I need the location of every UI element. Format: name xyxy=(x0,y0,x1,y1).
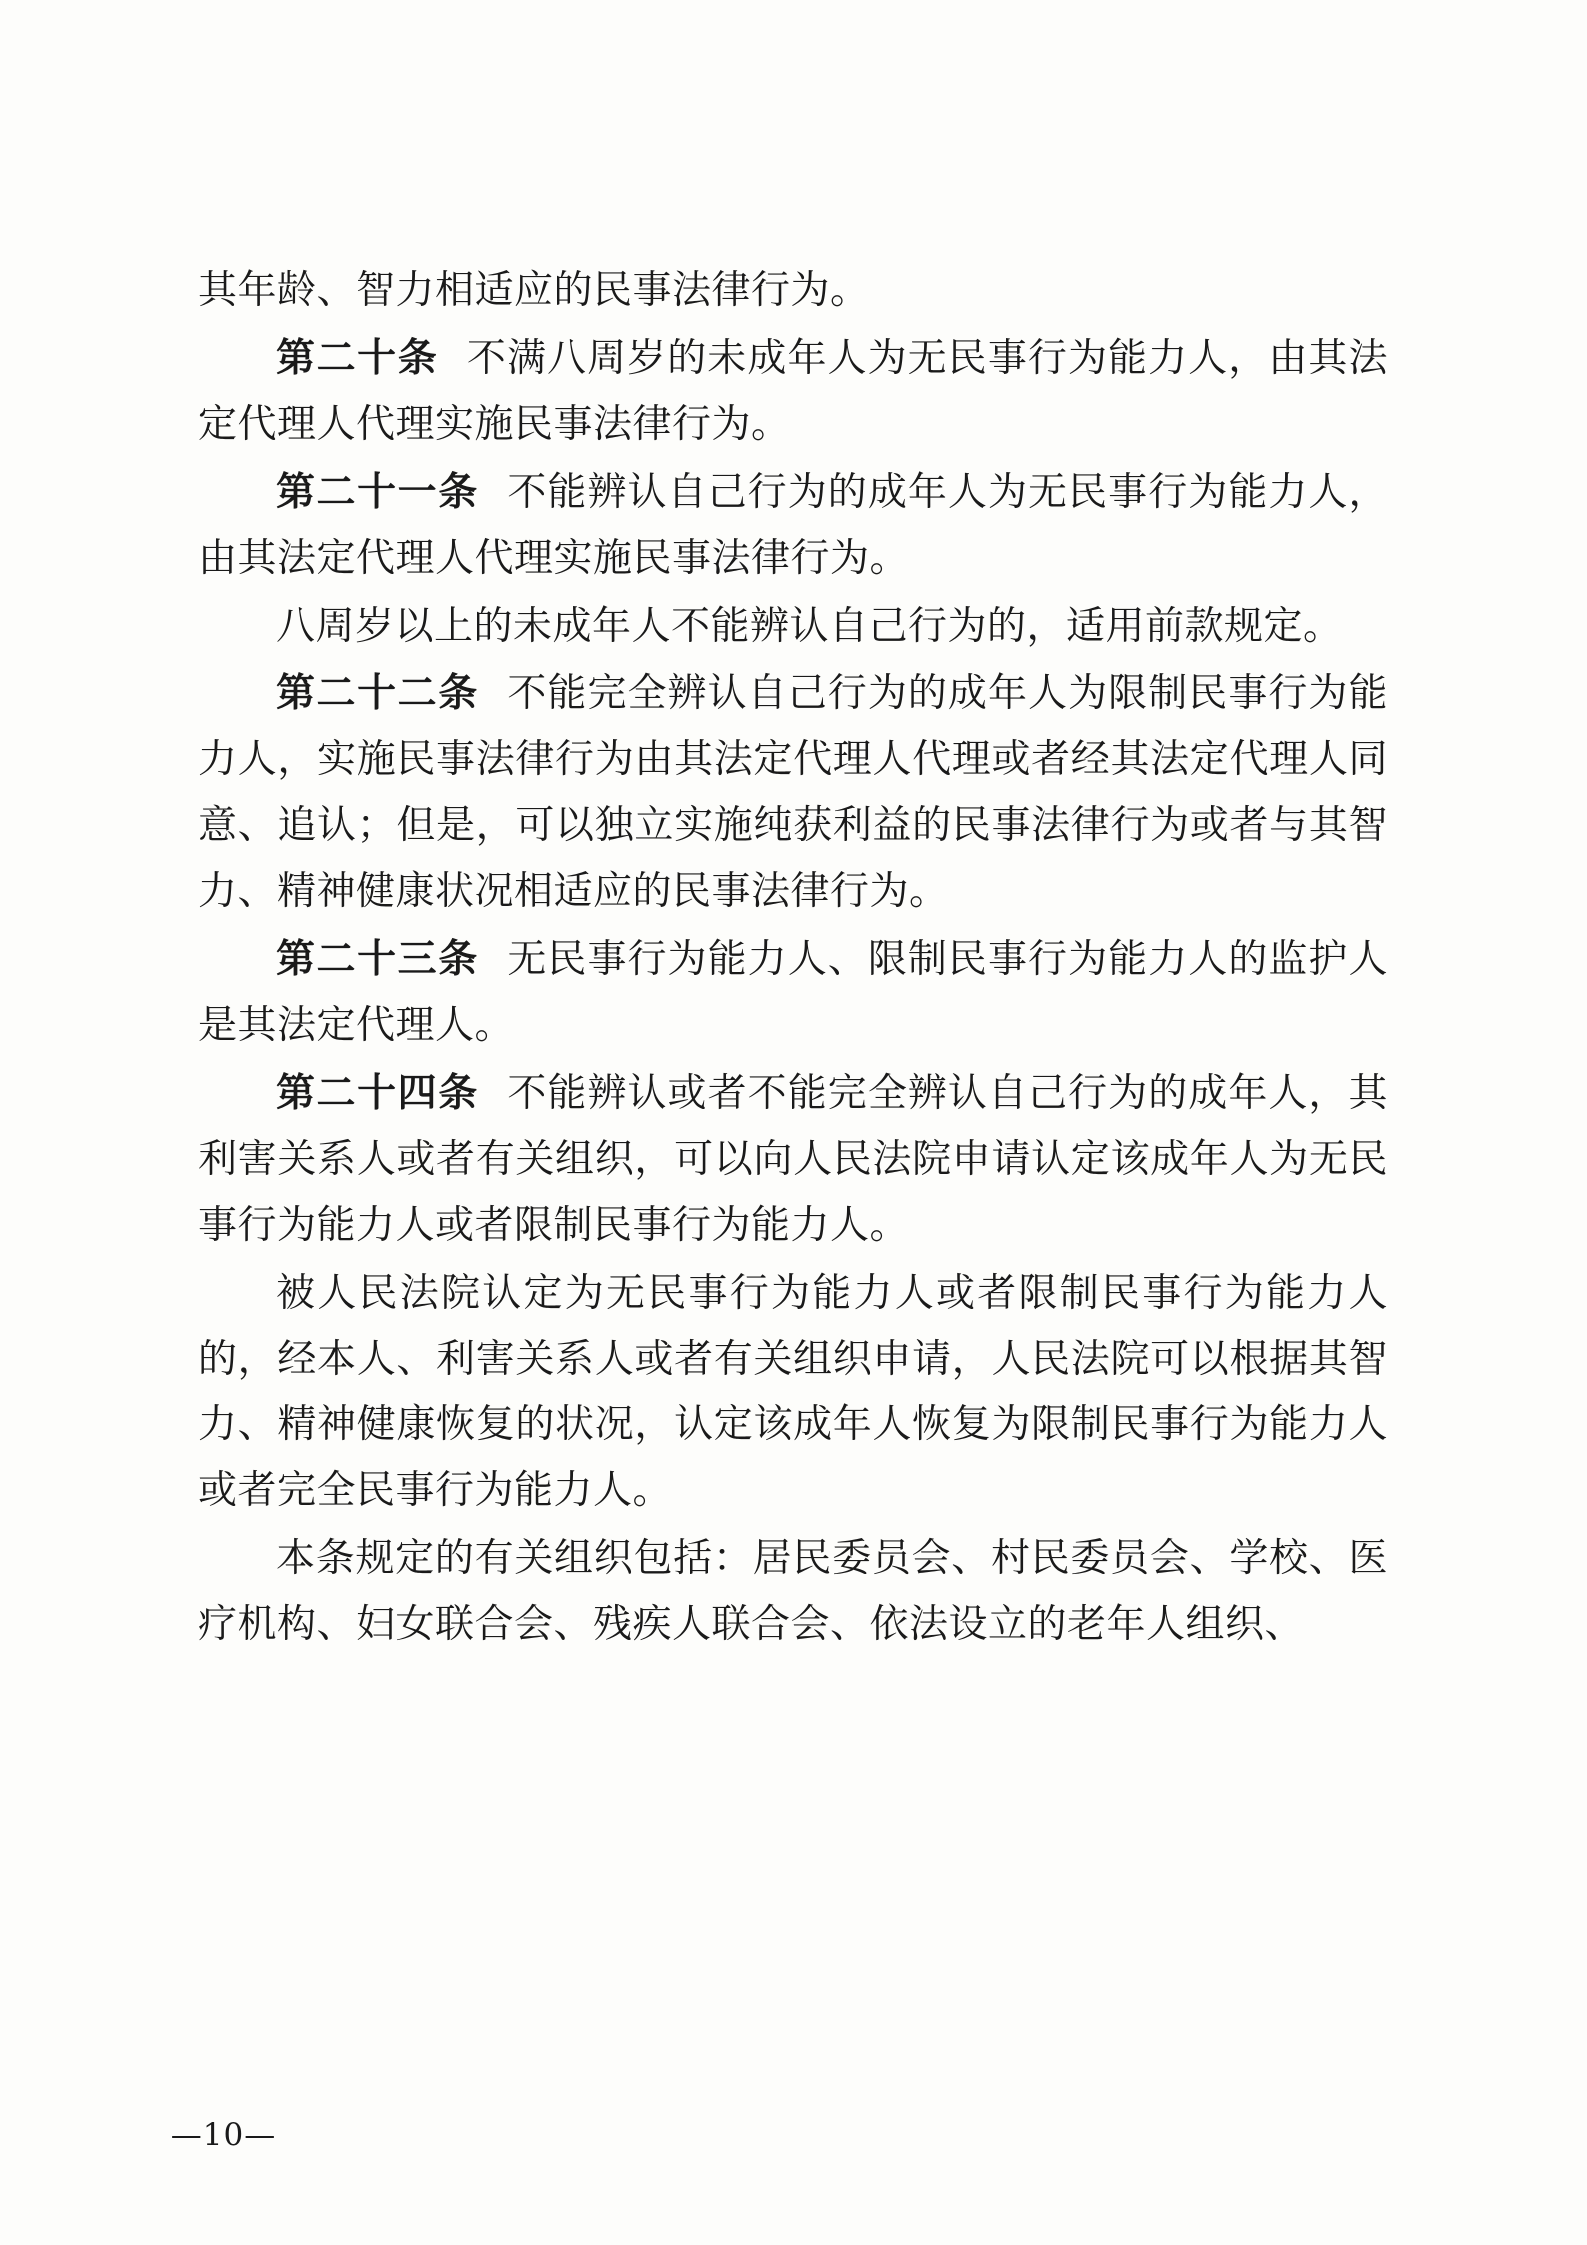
article-text: 无民事行为能力人、限制民事行为能力人的监护人是其法定代理人。 xyxy=(198,937,1388,1048)
paragraph-text: 八周岁以上的未成年人不能辨认自己行为的，适用前款规定。 xyxy=(276,603,1343,649)
article-21-paragraph-2 xyxy=(198,594,1388,660)
article-label: 第二十条 xyxy=(276,334,439,381)
article-23 xyxy=(198,927,1388,1059)
article-label: 第二十二条 xyxy=(276,670,479,717)
article-label: 第二十一条 xyxy=(276,468,479,515)
paragraph-text: 其年龄、智力相适应的民事法律行为。 xyxy=(198,268,870,313)
article-text: 不能辨认或者不能完全辨认自己行为的成年人，其利害关系人或者有关组织，可以向人民法院申请认定该成年人为无民事行为能力人或者限制民事行为能力人。 xyxy=(198,1070,1388,1248)
page-number: —10— xyxy=(170,2117,277,2153)
article-text: 不能辨认自己行为的成年人为无民事行为能力人，由其法定代理人代理实施民事法律行为。 xyxy=(198,469,1388,581)
article-text: 不能完全辨认自己行为的成年人为限制民事行为能力人，实施民事法律行为由其法定代理人代理或者经其法定代理人同意、追认；但是，可以独立实施纯获利益的民事法律行为或者与其智力、精神健康状况相适应的民事法律行为。 xyxy=(198,671,1388,915)
article-24-paragraph-2 xyxy=(198,1261,1388,1525)
paragraph-text: 本条规定的有关组织包括：居民委员会、村民委员会、学校、医疗机构、妇女联合会、残疾人联合会、依法设立的老年人组织、 xyxy=(198,1536,1388,1648)
paragraph-continued xyxy=(198,258,1388,324)
article-24 xyxy=(198,1061,1388,1259)
article-label: 第二十三条 xyxy=(276,936,479,983)
article-22 xyxy=(198,661,1388,925)
article-text: 不满八周岁的未成年人为无民事行为能力人，由其法定代理人代理实施民事法律行为。 xyxy=(198,335,1388,447)
page-body xyxy=(198,258,1388,1660)
article-label: 第二十四条 xyxy=(276,1069,479,1116)
paragraph-text: 被人民法院认定为无民事行为能力人或者限制民事行为能力人的，经本人、利害关系人或者有关组织申请，人民法院可以根据其智力、精神健康恢复的状况，认定该成年人恢复为限制民事行为能力人或者完全民事行为能力人。 xyxy=(198,1270,1388,1514)
page-footer xyxy=(0,2117,1587,2153)
article-24-paragraph-3 xyxy=(198,1526,1388,1658)
article-20 xyxy=(198,326,1388,458)
article-21 xyxy=(198,460,1388,592)
